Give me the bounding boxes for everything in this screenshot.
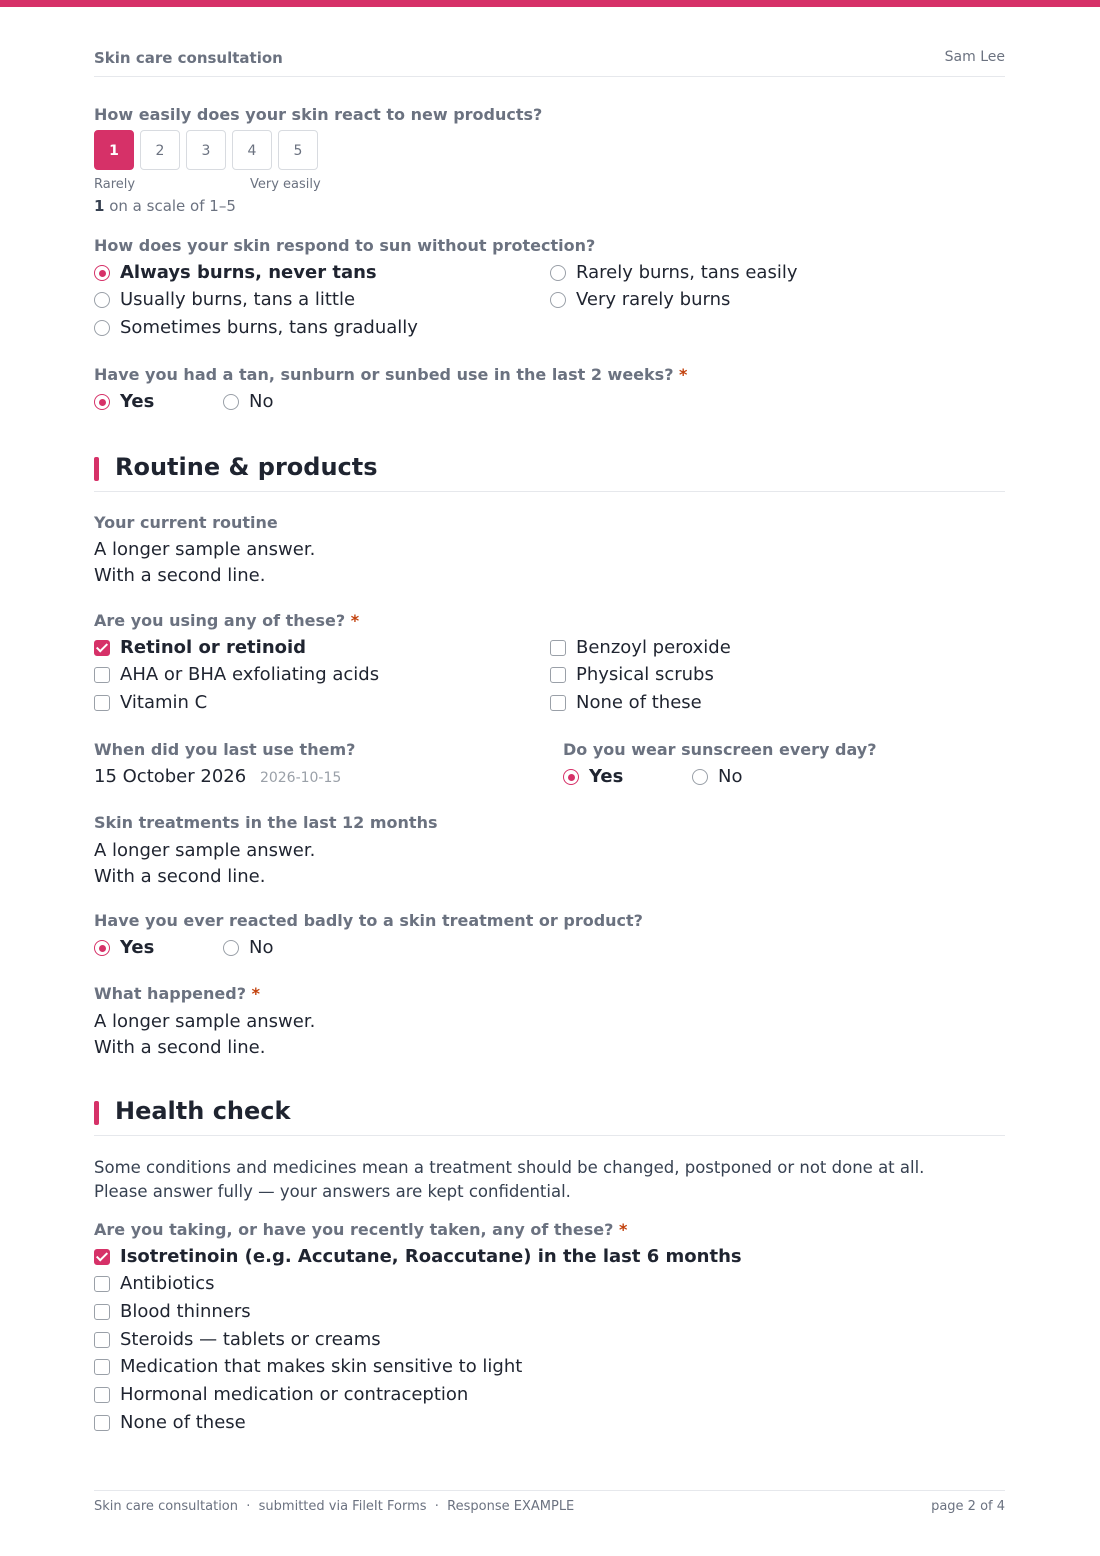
option-label: Usually burns, tans a little [120,289,356,310]
question-label: Are you taking, or have you recently taken, any of these? [94,1220,614,1239]
radio-checked-icon [563,769,579,785]
section-title: Routine & products [115,453,378,481]
required-marker: * [251,984,260,1003]
date-answer [94,766,341,787]
option-label: No [249,391,274,412]
date-iso: 2026-10-15 [259,770,342,786]
option-label: Blood thinners [120,1301,251,1322]
question-what-happened [94,984,260,1003]
question-using-products [94,611,359,630]
radio-checked-icon [94,265,110,281]
required-marker: * [679,365,688,384]
radio-icon [223,940,239,956]
required-marker: * [350,611,360,630]
scale-min-label: Rarely [94,177,136,192]
answer-line: With a second line. [94,565,266,586]
page-number: page 2 of 4 [931,1499,1005,1514]
section-health-check [94,1097,1005,1136]
question-current-routine: Your current routine [94,513,278,532]
scale-option-2[interactable]: 2 [140,130,180,170]
page-header [94,48,1005,77]
question-label: Are you using any of these? [94,611,346,630]
answer-text [94,537,315,589]
form-title: Skin care consultation [94,49,283,67]
option-label: Isotretinoin (e.g. Accutane, Roaccutane) in the last 6 months [120,1246,742,1267]
answer-line: A longer sample answer. [94,840,316,861]
footer-text: Skin care consultation · submitted via FileIt Forms · Response EXAMPLE [94,1499,575,1514]
checkbox-icon [94,1332,110,1348]
radio-icon [692,769,708,785]
option-label: No [718,766,743,787]
checkbox-checked-icon [94,640,110,656]
option-label: Steroids — tablets or creams [120,1329,381,1350]
top-accent-bar [0,0,1100,7]
question-recent-tan [94,365,687,384]
radio-icon [550,292,566,308]
section-marker [94,457,99,481]
option-label: Medication that makes skin sensitive to light [120,1356,523,1377]
option-label: Always burns, never tans [120,262,377,283]
section-marker [94,1101,99,1125]
answer-line: A longer sample answer. [94,1011,316,1032]
option-label: Benzoyl peroxide [576,637,731,658]
checkbox-icon [94,1415,110,1431]
option-label: Vitamin C [120,692,208,713]
checkbox-icon [550,667,566,683]
option-label: Sometimes burns, tans gradually [120,317,418,338]
question-last-use: When did you last use them? [94,740,356,759]
option-label: Rarely burns, tans easily [576,262,798,283]
option-label: AHA or BHA exfoliating acids [120,664,380,685]
question-treatments: Skin treatments in the last 12 months [94,813,438,832]
radio-icon [94,320,110,336]
checkbox-icon [550,640,566,656]
scale-max-label: Very easily [250,177,321,192]
checkbox-icon [94,1276,110,1292]
checkbox-icon [94,1359,110,1375]
checkbox-checked-icon [94,1249,110,1265]
checkbox-icon [94,1304,110,1320]
question-sunscreen: Do you wear sunscreen every day? [563,740,877,759]
respondent-name: Sam Lee [944,49,1005,65]
answer-line: With a second line. [94,866,266,887]
checkbox-icon [94,667,110,683]
scale-value-suffix: on a scale of 1–5 [109,197,236,215]
question-reacted-badly: Have you ever reacted badly to a skin treatment or product? [94,911,643,930]
radio-icon [223,394,239,410]
health-intro [94,1156,924,1204]
page-footer [94,1490,1005,1521]
question-label: Have you had a tan, sunburn or sunbed use in the last 2 weeks? [94,365,674,384]
option-label: Hormonal medication or contraception [120,1384,469,1405]
section-routine [94,453,1005,492]
scale-option-3[interactable]: 3 [186,130,226,170]
answer-text [94,1009,315,1061]
scale-option-5[interactable]: 5 [278,130,318,170]
answer-line: With a second line. [94,1037,266,1058]
option-label: None of these [120,1412,246,1433]
checkbox-icon [550,695,566,711]
option-label: Retinol or retinoid [120,637,307,658]
option-label: Yes [120,391,155,412]
scale-value-summary [94,197,236,215]
checkbox-icon [94,695,110,711]
radio-checked-icon [94,394,110,410]
option-label: Yes [589,766,624,787]
intro-line: Some conditions and medicines mean a treatment should be changed, postponed or not done at all. [94,1158,925,1177]
required-marker: * [619,1220,628,1239]
question-medications [94,1220,627,1239]
question-sun-response: How does your skin respond to sun without protection? [94,236,596,255]
section-title: Health check [115,1097,291,1125]
radio-checked-icon [94,940,110,956]
option-label: Yes [120,937,155,958]
scale-value: 1 [94,197,105,215]
question-label: What happened? [94,984,246,1003]
scale-option-1[interactable]: 1 [94,130,134,170]
date-value: 15 October 2026 [94,766,247,787]
scale-option-4[interactable]: 4 [232,130,272,170]
intro-line: Please answer fully — your answers are kept confidential. [94,1182,571,1201]
option-label: Very rarely burns [576,289,731,310]
answer-line: A longer sample answer. [94,539,316,560]
radio-icon [94,292,110,308]
checkbox-icon [94,1387,110,1403]
answer-text [94,838,315,890]
option-label: Antibiotics [120,1273,215,1294]
question-skin-react: How easily does your skin react to new products? [94,105,543,124]
option-label: No [249,937,274,958]
radio-icon [550,265,566,281]
option-label: Physical scrubs [576,664,714,685]
option-label: None of these [576,692,702,713]
